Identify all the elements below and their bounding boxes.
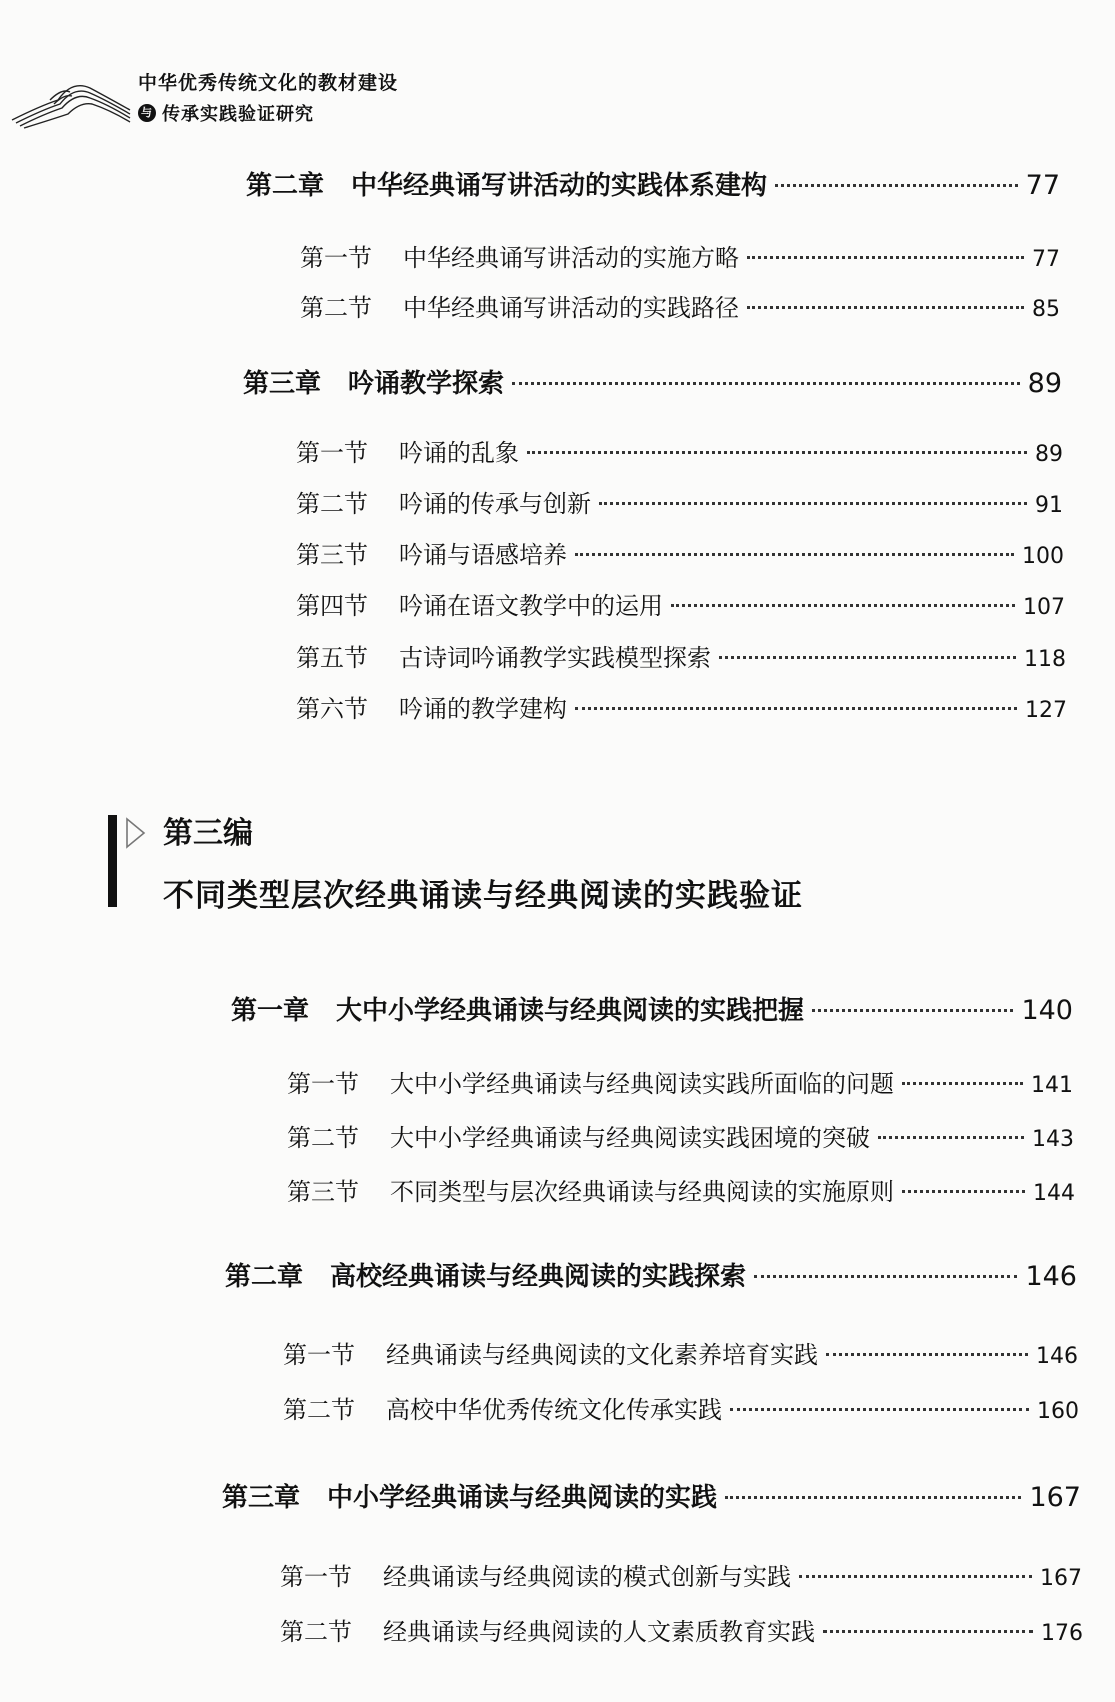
toc-entry-label: 第五节 bbox=[296, 644, 368, 672]
toc-section-entry[interactable] bbox=[296, 484, 1063, 519]
toc-entry-label: 第二节 bbox=[280, 1618, 352, 1646]
toc-entry-label: 第四节 bbox=[296, 592, 368, 620]
toc-dot-leader bbox=[512, 382, 1020, 385]
toc-entry-title: 中小学经典诵读与经典阅读的实践 bbox=[327, 1483, 718, 1513]
toc-dot-leader bbox=[775, 184, 1018, 187]
toc-page-number: 89 bbox=[1035, 442, 1063, 467]
toc-chapter-entry[interactable] bbox=[243, 363, 1062, 400]
toc-entry-title: 古诗词吟诵教学实践模型探索 bbox=[399, 644, 711, 672]
toc-page-number: 107 bbox=[1023, 595, 1065, 620]
toc-dot-leader bbox=[730, 1408, 1029, 1411]
toc-page-number: 118 bbox=[1024, 647, 1066, 672]
toc-dot-leader bbox=[671, 604, 1015, 607]
toc-entry-title: 吟诵与语感培养 bbox=[399, 541, 567, 569]
toc-entry-title: 大中小学经典诵读与经典阅读实践所面临的问题 bbox=[390, 1070, 894, 1098]
toc-section-entry[interactable] bbox=[300, 238, 1060, 273]
toc-page-number: 160 bbox=[1037, 1399, 1079, 1424]
toc-section-entry[interactable] bbox=[280, 1557, 1082, 1592]
toc-entry-title: 大中小学经典诵读与经典阅读实践困境的突破 bbox=[390, 1124, 870, 1152]
toc-page-number: 89 bbox=[1027, 368, 1062, 399]
toc-section-entry[interactable] bbox=[296, 586, 1065, 621]
toc-section-entry[interactable] bbox=[296, 689, 1067, 724]
toc-section-entry[interactable] bbox=[296, 535, 1064, 570]
toc-entry-label: 第六节 bbox=[296, 695, 368, 723]
toc-dot-leader bbox=[725, 1496, 1021, 1499]
toc-entry-title: 经典诵读与经典阅读的文化素养培育实践 bbox=[386, 1341, 818, 1369]
toc-entry-title: 不同类型与层次经典诵读与经典阅读的实施原则 bbox=[390, 1178, 894, 1206]
toc-dot-leader bbox=[902, 1082, 1023, 1085]
toc-entry-title: 吟诵的乱象 bbox=[399, 439, 519, 467]
part-title: 不同类型层次经典诵读与经典阅读的实践验证 bbox=[163, 878, 803, 914]
toc-section-entry[interactable] bbox=[280, 1612, 1083, 1647]
toc-section-entry[interactable] bbox=[300, 288, 1060, 323]
toc-entry-title: 中华经典诵写讲活动的实施方略 bbox=[403, 244, 739, 272]
toc-page-number: 127 bbox=[1025, 698, 1067, 723]
toc-page-number: 141 bbox=[1031, 1073, 1073, 1098]
toc-page-number: 143 bbox=[1032, 1127, 1074, 1152]
toc-entry-title: 经典诵读与经典阅读的模式创新与实践 bbox=[383, 1563, 791, 1591]
toc-page-number: 91 bbox=[1035, 493, 1063, 518]
toc-dot-leader bbox=[575, 707, 1017, 710]
toc-page-number: 167 bbox=[1040, 1566, 1082, 1591]
toc-dot-leader bbox=[719, 656, 1016, 659]
toc-page-number: 77 bbox=[1032, 247, 1060, 272]
toc-dot-leader bbox=[902, 1190, 1025, 1193]
toc-dot-leader bbox=[826, 1353, 1028, 1356]
toc-dot-leader bbox=[878, 1136, 1024, 1139]
toc-entry-label: 第二章 bbox=[225, 1262, 304, 1292]
toc-dot-leader bbox=[599, 502, 1027, 505]
toc-entry-title: 高校经典诵读与经典阅读的实践探索 bbox=[330, 1262, 747, 1292]
toc-entry-title: 吟诵的传承与创新 bbox=[399, 490, 591, 518]
toc-section-entry[interactable] bbox=[283, 1390, 1079, 1425]
toc-section-entry[interactable] bbox=[296, 638, 1066, 673]
toc-entry-title: 吟诵的教学建构 bbox=[399, 695, 567, 723]
toc-entry-label: 第三节 bbox=[287, 1178, 359, 1206]
toc-page-number: 140 bbox=[1021, 995, 1073, 1026]
toc-entry-label: 第二节 bbox=[300, 294, 372, 322]
toc-entry-label: 第二章 bbox=[246, 171, 325, 201]
toc-page-number: 144 bbox=[1033, 1181, 1075, 1206]
toc-page-number: 85 bbox=[1032, 297, 1060, 322]
toc-dot-leader bbox=[823, 1630, 1033, 1633]
toc-page-number: 176 bbox=[1041, 1621, 1083, 1646]
toc-dot-leader bbox=[527, 451, 1027, 454]
header-subtitle-line bbox=[138, 100, 314, 126]
toc-dot-leader bbox=[754, 1275, 1017, 1278]
toc-entry-label: 第一章 bbox=[231, 996, 310, 1026]
toc-section-entry[interactable] bbox=[287, 1118, 1074, 1153]
toc-entry-label: 第二节 bbox=[283, 1396, 355, 1424]
toc-section-entry[interactable] bbox=[296, 433, 1063, 468]
toc-entry-label: 第一节 bbox=[296, 439, 368, 467]
toc-chapter-entry[interactable] bbox=[231, 990, 1073, 1027]
toc-entry-label: 第一节 bbox=[287, 1070, 359, 1098]
header-badge: 与 bbox=[138, 104, 156, 122]
toc-page-number: 77 bbox=[1025, 170, 1060, 201]
header-title: 中华优秀传统文化的教材建设 bbox=[138, 72, 399, 94]
toc-section-entry[interactable] bbox=[287, 1172, 1075, 1207]
toc-entry-title: 中华经典诵写讲活动的实践体系建构 bbox=[351, 171, 768, 201]
toc-entry-label: 第三章 bbox=[222, 1483, 301, 1513]
toc-entry-label: 第三章 bbox=[243, 369, 322, 399]
toc-dot-leader bbox=[812, 1009, 1013, 1012]
toc-entry-label: 第一节 bbox=[280, 1563, 352, 1591]
toc-entry-label: 第一节 bbox=[283, 1341, 355, 1369]
toc-section-entry[interactable] bbox=[283, 1335, 1078, 1370]
part-arrow-icon bbox=[124, 816, 148, 850]
toc-entry-title: 高校中华优秀传统文化传承实践 bbox=[386, 1396, 722, 1424]
running-header bbox=[10, 62, 530, 142]
toc-chapter-entry[interactable] bbox=[225, 1256, 1077, 1293]
toc-entry-title: 吟诵教学探索 bbox=[348, 369, 505, 399]
mountain-logo bbox=[10, 70, 135, 130]
toc-entry-label: 第二节 bbox=[296, 490, 368, 518]
toc-page-number: 146 bbox=[1036, 1344, 1078, 1369]
toc-page-number: 100 bbox=[1022, 544, 1064, 569]
toc-entry-title: 经典诵读与经典阅读的人文素质教育实践 bbox=[383, 1618, 815, 1646]
toc-entry-title: 中华经典诵写讲活动的实践路径 bbox=[403, 294, 739, 322]
toc-section-entry[interactable] bbox=[287, 1064, 1073, 1099]
part-marker-bar bbox=[108, 815, 117, 907]
toc-chapter-entry[interactable] bbox=[246, 165, 1060, 202]
toc-entry-label: 第三节 bbox=[296, 541, 368, 569]
toc-entry-label: 第一节 bbox=[300, 244, 372, 272]
toc-dot-leader bbox=[747, 306, 1024, 309]
toc-dot-leader bbox=[799, 1575, 1032, 1578]
toc-entry-title: 吟诵在语文教学中的运用 bbox=[399, 592, 663, 620]
header-subtitle: 传承实践验证研究 bbox=[162, 104, 314, 125]
toc-page-number: 146 bbox=[1025, 1261, 1077, 1292]
toc-page-number: 167 bbox=[1029, 1482, 1081, 1513]
toc-entry-title: 大中小学经典诵读与经典阅读的实践把握 bbox=[336, 996, 805, 1026]
toc-dot-leader bbox=[575, 553, 1014, 556]
toc-chapter-entry[interactable] bbox=[222, 1477, 1081, 1514]
part-number: 第三编 bbox=[163, 816, 253, 851]
toc-dot-leader bbox=[747, 256, 1024, 259]
toc-entry-label: 第二节 bbox=[287, 1124, 359, 1152]
